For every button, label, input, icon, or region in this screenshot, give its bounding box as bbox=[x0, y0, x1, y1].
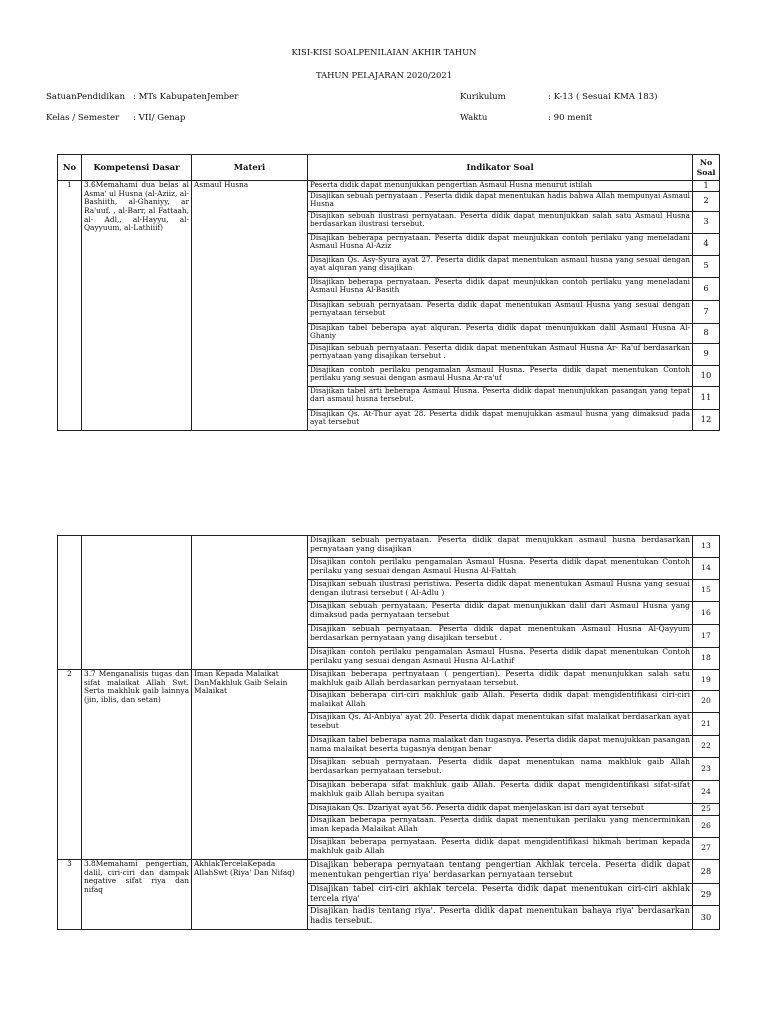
indikator-cell: Disajikan sebuah ilustrasi pernyataan. Peserta didik dapat menunjukkan salah satu Asmaul Husna berdasarkan ilustrasi tersebut. bbox=[308, 211, 693, 233]
indikator-cell: Disajikan tabel ciri-ciri akhlak tercela. Peserta didik dapat menentukan ciri-ciri akhlak tercela riya' bbox=[308, 884, 693, 906]
col-header-no-soal: No Soal bbox=[693, 155, 720, 181]
no-soal-cell: 28 bbox=[693, 860, 720, 884]
materi-cell: AkhlakTercelaKepada AllahSwt (Riya' Dan Nifaq) bbox=[192, 860, 308, 930]
indikator-cell: Disajikan Qs. Al-Anbiya' ayat 20. Peserta didik dapat menentukan sifat malaikat berdasarkan ayat tesebut bbox=[308, 713, 693, 736]
no-soal-cell: 9 bbox=[693, 343, 720, 365]
indikator-cell: Disajikan sebuah pernyataan . Peserta didik dapat menentukan hadis bahwa Allah mempunyai Asmaul Husna bbox=[308, 191, 693, 211]
no-soal-cell: 12 bbox=[693, 409, 720, 430]
no-soal-cell: 22 bbox=[693, 736, 720, 758]
no-soal-cell: 15 bbox=[693, 580, 720, 602]
no-soal-cell: 16 bbox=[693, 602, 720, 625]
satuan-label: SatuanPendidikan bbox=[46, 92, 126, 102]
kompetensi-dasar-cell: 3.6Memahami dua belas al Asma' ul Husna (al-Aziiz, al-Bashiith, al-Ghaniyy, ar Ra'uuf, , al-Barr, al Fattaah, al- Adl,, al-Hayyu, al-Qayyuum, al-Lathiiif) bbox=[82, 181, 192, 431]
indikator-cell: Disajikan contoh perilaku pengamalan Asmaul Husna. Peserta didik dapat menentukan Contoh perilaku yang sesuai dengan asmaul Husna Ar-ra'uf bbox=[308, 365, 693, 386]
no-soal-cell: 3 bbox=[693, 211, 720, 233]
table-row bbox=[58, 181, 720, 192]
indikator-cell: Peserta didik dapat menunjukkan pengertian Asmaul Husna menurut istilah bbox=[308, 181, 693, 192]
col-header-no: No bbox=[58, 155, 82, 181]
no-soal-cell: 30 bbox=[693, 906, 720, 930]
indikator-cell: Disajikan beberapa pertnyataan ( pengertian). Peserta didik dapat menunjukkan salah satu makhluk gaib Allah berdasarkan pernyataan tersebut. bbox=[308, 670, 693, 691]
materi-cell bbox=[192, 536, 308, 670]
kompetensi-dasar-cell: 3.7 Menganalisis tugas dan sifat malaikat Allah Swt. Serta makhluk gaib lainnya (jin, iblis, dan setan) bbox=[82, 670, 192, 860]
no-soal-cell: 1 bbox=[693, 181, 720, 192]
no-soal-cell: 13 bbox=[693, 536, 720, 558]
no-soal-cell: 24 bbox=[693, 781, 720, 804]
indikator-cell: Disajikan tabel arti beberapa Asmaul Husna. Peserta didik dapat menunjukkan pasangan yang tepat dari asmaul husna tersebut. bbox=[308, 386, 693, 409]
waktu-label: Waktu bbox=[460, 113, 488, 123]
kompetensi-dasar-cell bbox=[82, 536, 192, 670]
indikator-cell: Disajikan sebuah pernyataan. Peserta didik dapat menujukkan asmaul husna berdasarkan pernyataan yang disajikan bbox=[308, 536, 693, 558]
no-soal-cell: 19 bbox=[693, 670, 720, 691]
indikator-cell: Disajikan sebuah pernyataan. Peserta didik dapat menentukan Asmaul Husna yang sesuai dengan pernyataan tersebut bbox=[308, 300, 693, 323]
group-no-cell: 1 bbox=[58, 181, 82, 431]
no-soal-cell: 8 bbox=[693, 323, 720, 343]
no-soal-cell: 18 bbox=[693, 648, 720, 670]
group-no-cell: 2 bbox=[58, 670, 82, 860]
kisi-kisi-table-page1 bbox=[57, 154, 720, 431]
indikator-cell: Disajikan sebuah ilustrasi peristiwa. Peserta didik dapat menentukan Asmaul Husna yang sesuai dengan ilutrasi tersebut ( Al-Adlu ) bbox=[308, 580, 693, 602]
no-soal-cell: 29 bbox=[693, 884, 720, 906]
materi-cell: Asmaul Husna bbox=[192, 181, 308, 431]
indikator-cell: Disajikan hadis tentang riya'. Peserta didik dapat menentukan bahaya riya' berdasarkan hadis tersebut. bbox=[308, 906, 693, 930]
indikator-cell: Disajiakan Qs. Dzariyat ayat 56. Peserta didik dapat menjelaskan isi dari ayat tersebut bbox=[308, 804, 693, 816]
col-header-indikator-soal: Indikator Soal bbox=[308, 155, 693, 181]
indikator-cell: Disajikan Qs. Asy-Syura ayat 27. Peserta didik dapat menentukan asmaul husna yang sesuai dengan ayat alquran yang disajikan bbox=[308, 255, 693, 277]
no-soal-cell: 26 bbox=[693, 816, 720, 838]
indikator-cell: Disajikan beberapa sifat makhluk gaib Allah. Peserta didik dapat mengidentifikasi sifat-sifat makhluk gaib Allah berupa syaitan bbox=[308, 781, 693, 804]
no-soal-cell: 6 bbox=[693, 277, 720, 300]
materi-cell: Iman Kepada Malaikat DanMakhluk Gaib Selain Malaikat bbox=[192, 670, 308, 860]
indikator-cell: Disajikan beberapa ciri-ciri makhluk gaib Allah. Peserta didik dapat mengidentifikasi ciri-ciri malaikat Allah bbox=[308, 691, 693, 713]
kelas-value: : VII/ Genap bbox=[133, 113, 186, 123]
kisi-kisi-table-page2 bbox=[57, 535, 720, 930]
indikator-cell: Disajikan beberapa pernyataan. Peserta didik dapat meunjukkan contoh perilaku yang meneladani Asmaul Husna Al-Basith bbox=[308, 277, 693, 300]
no-soal-cell: 7 bbox=[693, 300, 720, 323]
no-soal-cell: 2 bbox=[693, 191, 720, 211]
group-no-cell: 3 bbox=[58, 860, 82, 930]
indikator-cell: Disajikan beberapa pernyataan. Peserta didik dapat menentukan perilaku yang mencerminkan iman kepada Malaikat Allah bbox=[308, 816, 693, 838]
indikator-cell: Disajikan Qs. At-Thur ayat 28. Peserta didik dapat menujukkan asmaul husna yang dimaksud pada ayat tersebut bbox=[308, 409, 693, 430]
indikator-cell: Disajikan sebuah pernyataan. Peserta didik dapat menentukan Asmaul Husna Al-Qayyum berdasarkan pernyataan yang disajikan tersebut . bbox=[308, 625, 693, 648]
no-soal-cell: 27 bbox=[693, 838, 720, 860]
kompetensi-dasar-cell: 3.8Memahami pengertian, dalil, ciri-ciri dan dampak negative sifat riya dan nifaq bbox=[82, 860, 192, 930]
indikator-cell: Disajikan sebuah pernyataan. Peserta didik dapat menentukan Asmaul Husna Ar- Ra'uf berdasarkan pernyataan yang disajikan tersebut . bbox=[308, 343, 693, 365]
academic-year-title: TAHUN PELAJARAN 2020/2021 bbox=[315, 70, 453, 80]
no-soal-cell: 20 bbox=[693, 691, 720, 713]
table-row bbox=[58, 536, 720, 558]
col-header-materi: Materi bbox=[192, 155, 308, 181]
no-soal-cell: 23 bbox=[693, 758, 720, 781]
kelas-label: Kelas / Semester bbox=[46, 113, 120, 123]
indikator-cell: Disajikan contoh perilaku pengamalan Asmaul Husna. Peserta didik dapat menentukan Contoh perilaku yang sesuai dengan Asmaul Husna Al-Fattah bbox=[308, 558, 693, 580]
table-row bbox=[58, 860, 720, 884]
no-soal-cell: 4 bbox=[693, 233, 720, 255]
no-soal-cell: 14 bbox=[693, 558, 720, 580]
group-no-cell bbox=[58, 536, 82, 670]
col-header-kompetensi-dasar: Kompetensi Dasar bbox=[82, 155, 192, 181]
no-soal-cell: 11 bbox=[693, 386, 720, 409]
indikator-cell: Disajikan beberapa pernyataan tentang pengertian Akhlak tercela. Peserta didik dapat menentukan pengertian riya' berdasarkan pernyataan tersebut bbox=[308, 860, 693, 884]
waktu-value: : 90 menit bbox=[548, 113, 593, 123]
indikator-cell: Disajikan tabel beberapa nama malaikat dan tugasnya. Peserta didik dapat menujukkan pasangan nama malaikat beserta tugasnya dengan benar bbox=[308, 736, 693, 758]
document-title: KISI-KISI SOALPENILAIAN AKHIR TAHUN bbox=[291, 47, 477, 57]
indikator-cell: Disajikan sebuah pernyataan. Peserta didik dapat menunjukkan dalil dari Asmaul Husna yang dimaksud pada pernyataan tersebut bbox=[308, 602, 693, 625]
satuan-value: : MTs KabupatenJember bbox=[133, 92, 239, 102]
no-soal-cell: 5 bbox=[693, 255, 720, 277]
no-soal-cell: 25 bbox=[693, 804, 720, 816]
kurikulum-value: : K-13 ( Sesuai KMA 183) bbox=[548, 92, 658, 102]
no-soal-cell: 10 bbox=[693, 365, 720, 386]
kurikulum-label: Kurikulum bbox=[460, 92, 506, 102]
no-soal-cell: 21 bbox=[693, 713, 720, 736]
indikator-cell: Disajikan sebuah pernyataan. Peserta didik dapat menentukan nama makhluk gaib Allah berdasarkan pernyataan tersebut. bbox=[308, 758, 693, 781]
indikator-cell: Disajikan contoh perilaku pengamalan Asmaul Husna. Peserta didik dapat menentukan Contoh perilaku yang sesuai dengan Asmaul Husna Al-Lathif bbox=[308, 648, 693, 670]
no-soal-cell: 17 bbox=[693, 625, 720, 648]
table-row bbox=[58, 670, 720, 691]
indikator-cell: Disajikan beberapa pernyataan. Peserta didik dapat mengidentifikasi hikmah beriman kepada makhluk gaib Allah bbox=[308, 838, 693, 860]
indikator-cell: Disajikan tabel beberapa ayat alquran. Peserta didik dapat menunjukkan dalil Asmaul Husna Al-Ghaniy bbox=[308, 323, 693, 343]
indikator-cell: Disajikan beberapa pernyataan. Peserta didik dapat meunjukkan contoh perilaku yang meneladani Asmaul Husna Al-Aziz bbox=[308, 233, 693, 255]
